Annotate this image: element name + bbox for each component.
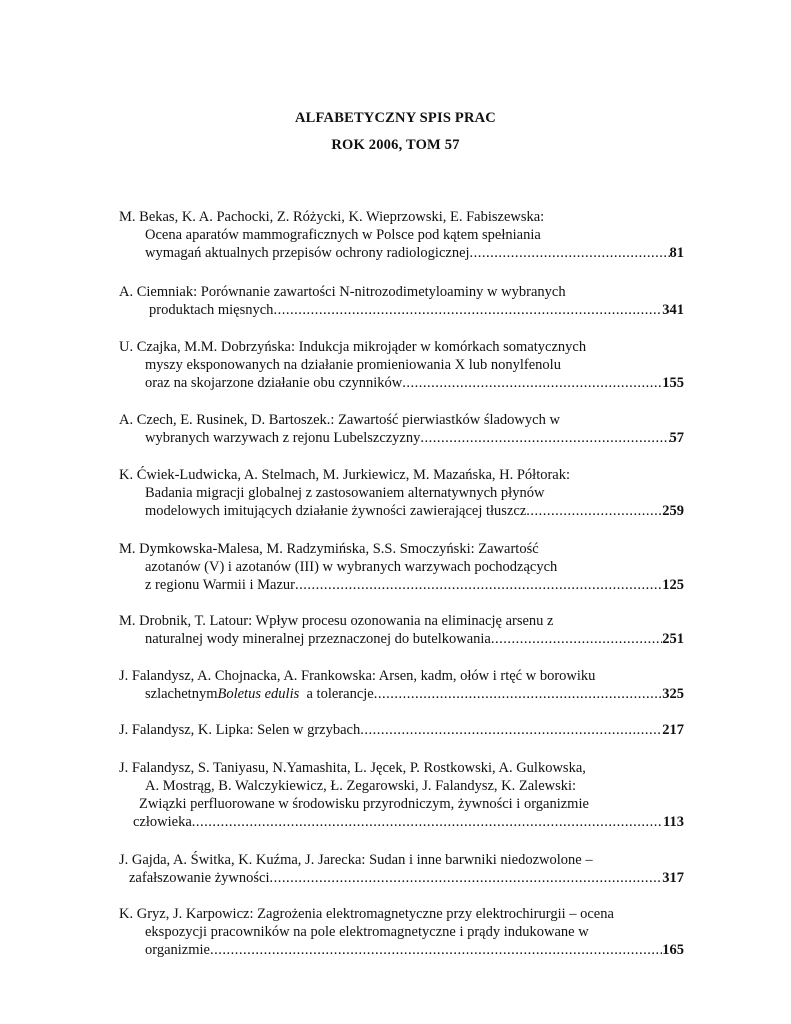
entry-line: A. Mostrąg, B. Walczykiewicz, Ł. Zegarowski, J. Falandysz, K. Zalewski: (145, 778, 577, 794)
entry-text: organizmie (145, 942, 210, 958)
entry-text-italic: Boletus edulis (217, 686, 300, 702)
entry-line: M. Drobnik, T. Latour: Wpływ procesu ozonowania na eliminację arsenu z (119, 613, 554, 629)
entry-line: M. Bekas, K. A. Pachocki, Z. Różycki, K. Wieprzowski, E. Fabiszewska: (119, 209, 545, 225)
entry-line: J. Falandysz, S. Taniyasu, N.Yamashita, L. Jęcek, P. Rostkowski, A. Gulkowska, (119, 760, 586, 776)
entry-line: myszy eksponowanych na działanie promieniowania X lub nonylfenolu (145, 357, 561, 373)
entry-text: z regionu Warmii i Mazur (145, 577, 295, 593)
document-title: ALFABETYCZNY SPIS PRAC (295, 110, 496, 126)
page-number: 113 (663, 814, 684, 830)
entry-line: K. Gryz, J. Karpowicz: Zagrożenia elektromagnetyczne przy elektrochirurgii – ocena (119, 906, 614, 922)
entry-text: produktach mięsnych (149, 302, 274, 318)
toc-entry (119, 208, 684, 262)
dot-leader (360, 721, 662, 739)
entry-text: naturalnej wody mineralnej przeznaczonej do butelkowania (145, 631, 491, 647)
entry-line: Związki perfluorowane w środowisku przyrodniczym, żywności i organizmie (139, 796, 589, 812)
dot-leader (210, 941, 662, 959)
page-number: 251 (662, 631, 684, 647)
toc-entry (119, 721, 684, 739)
dot-leader (526, 502, 662, 520)
entry-text: człowieka (133, 814, 192, 830)
dot-leader (270, 869, 663, 887)
entry-last-line (119, 630, 684, 648)
page-number: 341 (662, 302, 684, 318)
entry-line: M. Dymkowska-Malesa, M. Radzymińska, S.S. Smoczyński: Zawartość (119, 541, 539, 557)
entry-last-line (119, 813, 684, 831)
entry-last-line (119, 429, 684, 447)
entry-text: J. Falandysz, K. Lipka: Selen w grzybach (119, 722, 361, 738)
entry-line: azotanów (V) i azotanów (III) w wybranych warzywach pochodzących (145, 559, 558, 575)
toc-entry (119, 612, 684, 648)
entry-text: modelowych imitujących działanie żywności zawierającej tłuszcz (145, 503, 527, 519)
entry-line: A. Ciemniak: Porównanie zawartości N-nitrozodimetyloaminy w wybranych (119, 284, 566, 300)
toc-entry (119, 411, 684, 447)
page-number: 57 (669, 430, 684, 446)
toc-entry (119, 851, 684, 887)
entry-last-line (119, 244, 684, 262)
page-number: 217 (662, 722, 684, 738)
toc-entry (119, 540, 684, 594)
entry-last-line (119, 685, 684, 703)
entry-line: ekspozycji pracowników na pole elektromagnetyczne i prądy indukowane w (145, 924, 589, 940)
entry-last-line (119, 301, 684, 319)
page-number: 155 (662, 375, 684, 391)
entry-line: Badania migracji globalnej z zastosowaniem alternatywnych płynów (145, 485, 545, 501)
page-number: 259 (662, 503, 684, 519)
toc-entry (119, 905, 684, 959)
dot-leader (273, 301, 662, 319)
dot-leader (402, 374, 662, 392)
dot-leader (491, 630, 662, 648)
entry-last-line (119, 721, 684, 739)
entry-text-prefix: szlachetnym (145, 686, 218, 702)
toc-entry (119, 667, 684, 703)
entry-text: wybranych warzywach z rejonu Lubelszczyzny (145, 430, 421, 446)
dot-leader (470, 244, 670, 262)
entry-line: Ocena aparatów mammograficznych w Polsce pod kątem spełniania (145, 227, 541, 243)
page-number: 125 (662, 577, 684, 593)
dot-leader (420, 429, 669, 447)
entry-line: U. Czajka, M.M. Dobrzyńska: Indukcja mikrojąder w komórkach somatycznych (119, 339, 587, 355)
page-number: 165 (662, 942, 684, 958)
dot-leader (192, 813, 663, 831)
entry-text: a tolerancje (299, 686, 374, 702)
entry-text: zafałszowanie żywności (129, 870, 270, 886)
entry-last-line (119, 502, 684, 520)
entry-line: J. Falandysz, A. Chojnacka, A. Frankowska: Arsen, kadm, ołów i rtęć w borowiku (119, 668, 596, 684)
toc-entry (119, 759, 684, 831)
page-number: 81 (669, 245, 684, 261)
entry-text: oraz na skojarzone działanie obu czynników (145, 375, 403, 391)
toc-entry (119, 466, 684, 520)
entry-line: J. Gajda, A. Świtka, K. Kuźma, J. Jarecka: Sudan i inne barwniki niedozwolone – (119, 852, 593, 868)
document-subtitle: ROK 2006, TOM 57 (331, 137, 460, 153)
entry-last-line (119, 374, 684, 392)
toc-entry (119, 338, 684, 392)
entry-last-line (119, 941, 684, 959)
dot-leader (295, 576, 662, 594)
page-number: 317 (662, 870, 684, 886)
entry-line: A. Czech, E. Rusinek, D. Bartoszek.: Zawartość pierwiastków śladowych w (119, 412, 560, 428)
entry-last-line (119, 576, 684, 594)
entry-last-line (119, 869, 684, 887)
entry-text: wymagań aktualnych przepisów ochrony radiologicznej (145, 245, 470, 261)
entry-line: K. Ćwiek-Ludwicka, A. Stelmach, M. Jurkiewicz, M. Mazańska, H. Półtorak: (119, 467, 571, 483)
page-number: 325 (662, 686, 684, 702)
dot-leader (374, 685, 663, 703)
toc-entry (119, 283, 684, 319)
